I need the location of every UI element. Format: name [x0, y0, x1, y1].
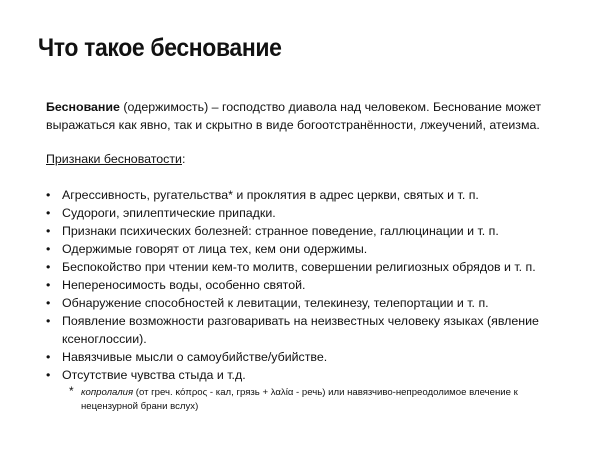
bullet-icon: •: [46, 260, 51, 274]
bullet-icon: •: [46, 368, 51, 382]
signs-list: [46, 186, 566, 384]
list-item-text: Судороги, эпилептические припадки.: [62, 206, 276, 220]
intro-text: (одержимость) – господство диавола над человеком. Беснование может выражаться как явно, так и скрытно в виде богоотстранённости, лжеучений, атеизма.: [46, 100, 542, 132]
bullet-icon: •: [46, 296, 51, 310]
bullet-icon: •: [46, 188, 51, 202]
bullet-icon: •: [46, 314, 51, 328]
list-item: [46, 276, 566, 294]
signs-heading-colon: :: [181, 152, 186, 166]
slide-title: Что такое беснование: [38, 34, 282, 62]
list-item-text: Обнаружение способностей к левитации, телекинезу, телепортации и т. п.: [62, 296, 489, 310]
bullet-icon: •: [46, 278, 51, 292]
intro-paragraph: [46, 98, 566, 134]
list-item: [46, 312, 566, 348]
list-item-text: Навязчивые мысли о самоубийстве/убийстве.: [62, 350, 328, 364]
list-item: [46, 222, 566, 240]
list-item: [46, 204, 566, 222]
list-item-text: Агрессивность, ругательства* и проклятия в адрес церкви, святых и т. п.: [62, 188, 479, 202]
slide-content: [46, 98, 566, 414]
list-item-text: Отсутствие чувства стыда и т.д.: [62, 368, 246, 382]
list-item: [46, 348, 566, 366]
list-item: [46, 366, 566, 384]
footnote-term: копролалия: [81, 387, 134, 398]
signs-heading: Признаки бесноватости: [46, 152, 182, 166]
list-item: [46, 294, 566, 312]
list-item-text: Непереносимость воды, особенно святой.: [62, 278, 306, 292]
footnote-mark: *: [69, 384, 74, 398]
bullet-icon: •: [46, 242, 51, 256]
footnote-text: (от греч. κόπρος - кал, грязь + λαλία - речь) или навязчиво-непреодолимое влечение к нецензурной брани вслух): [81, 387, 518, 412]
bullet-icon: •: [46, 206, 51, 220]
signs-heading-line: [46, 150, 566, 168]
bullet-icon: •: [46, 350, 51, 364]
footnote: [69, 386, 566, 414]
bullet-icon: •: [46, 224, 51, 238]
list-item: [46, 240, 566, 258]
list-item-text: Беспокойство при чтении кем-то молитв, совершении религиозных обрядов и т. п.: [62, 260, 536, 274]
list-item-text: Признаки психических болезней: странное поведение, галлюцинации и т. п.: [62, 224, 499, 238]
list-item: [46, 258, 566, 276]
list-item: [46, 186, 566, 204]
list-item-text: Одержимые говорят от лица тех, кем они одержимы.: [62, 242, 368, 256]
intro-term: Беснование: [46, 100, 120, 114]
list-item-text: Появление возможности разговаривать на неизвестных человеку языках (явление ксеноглоссии).: [62, 314, 539, 346]
